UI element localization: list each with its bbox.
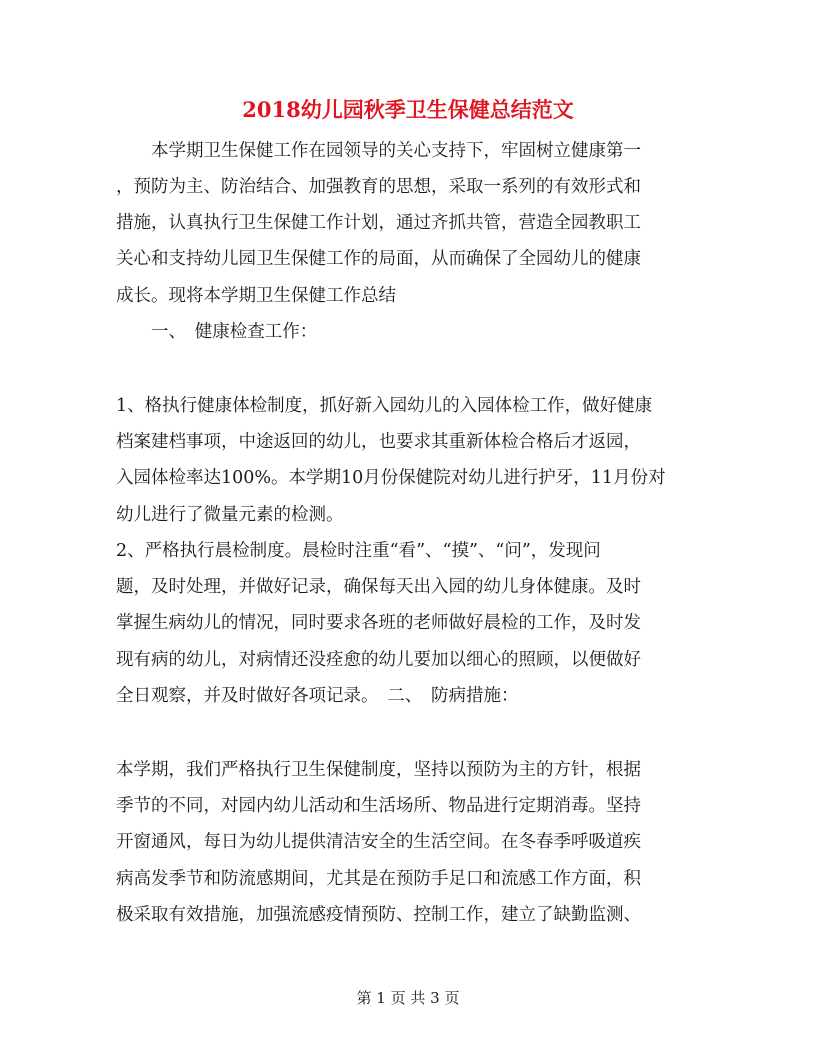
paragraph-line: 1、格执行健康体检制度，抓好新入园幼儿的入园体检工作，做好健康 [116,396,653,416]
paragraph-line: 全日观察，并及时做好各项记录。 二、 防病措施： [116,686,519,706]
paragraph-line: 成长。现将本学期卫生保健工作总结 [116,286,396,306]
paragraph-line: 关心和支持幼儿园卫生保健工作的局面，从而确保了全园幼儿的健康 [116,249,641,269]
section-heading: 一、 健康检查工作： [116,322,318,342]
paragraph-line: 现有病的幼儿，对病情还没痊愈的幼儿要加以细心的照顾，以便做好 [116,650,641,670]
paragraph-line: 入园体检率达100%。本学期10月份保健院对幼儿进行护牙，11月份对 [116,468,666,488]
paragraph-line: ，预防为主、防治结合、加强教育的思想，采取一系列的有效形式和 [116,177,641,197]
paragraph-line: 季节的不同，对园内幼儿活动和生活场所、物品进行定期消毒。坚持 [116,796,641,816]
paragraph-line: 2、严格执行晨检制度。晨检时注重“看”、“摸”、“问”，发现问 [116,541,601,561]
paragraph-line: 措施，认真执行卫生保健工作计划，通过齐抓共管，营造全园教职工 [116,213,641,233]
paragraph-line: 病高发季节和防流感期间，尤其是在预防手足口和流感工作方面，积 [116,869,641,889]
paragraph-line: 掌握生病幼儿的情况，同时要求各班的老师做好晨检的工作，及时发 [116,613,641,633]
paragraph-line: 本学期，我们严格执行卫生保健制度，坚持以预防为主的方针，根据 [116,760,641,780]
paragraph-line: 极采取有效措施，加强流感疫情预防、控制工作，建立了缺勤监测、 [116,905,641,925]
paragraph-line: 开窗通风，每日为幼儿提供清洁安全的生活空间。在冬春季呼吸道疾 [116,832,641,852]
paragraph-line: 档案建档事项，中途返回的幼儿，也要求其重新体检合格后才返园， [116,432,641,452]
page-footer: 第 1 页 共 3 页 [356,989,460,1007]
paragraph-line: 本学期卫生保健工作在园领导的关心支持下，牢固树立健康第一 [116,141,641,161]
paragraph-line: 题，及时处理，并做好记录，确保每天出入园的幼儿身体健康。及时 [116,577,641,597]
document-title: 2018幼儿园秋季卫生保健总结范文 [242,97,574,122]
paragraph-line: 幼儿进行了微量元素的检测。 [116,505,344,525]
